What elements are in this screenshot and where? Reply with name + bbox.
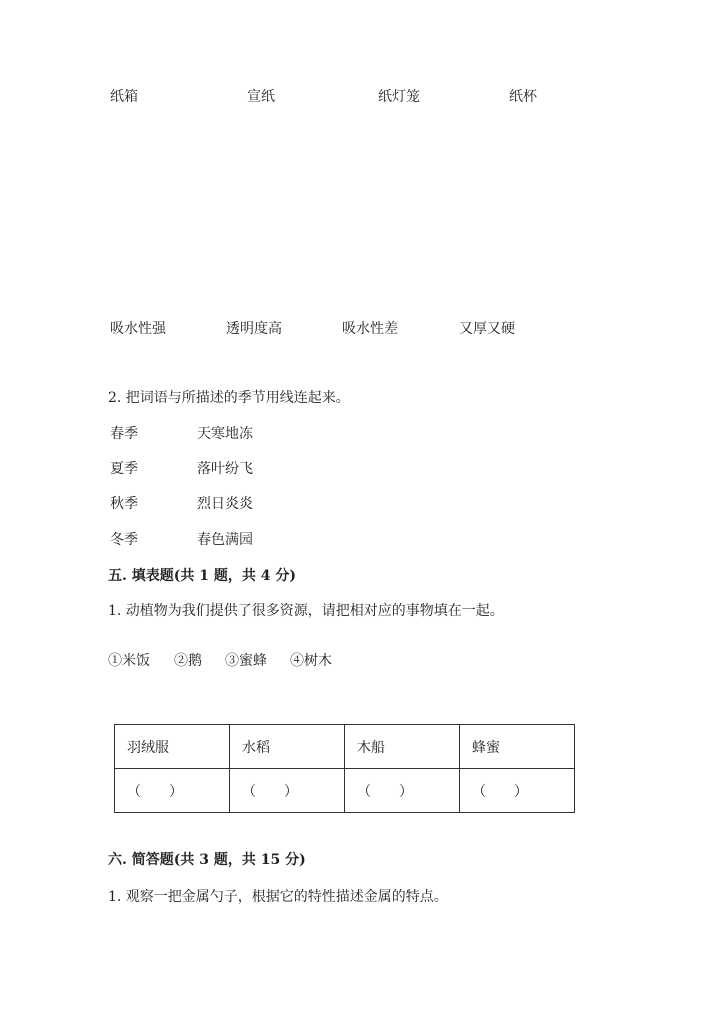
property-thick-hard: 又厚又硬 bbox=[459, 321, 515, 337]
desc-frozen: 天寒地冻 bbox=[197, 426, 253, 442]
section5-title: 五. 填表题(共 1 题，共 4 分) bbox=[108, 568, 296, 584]
season-spring: 春季 bbox=[110, 426, 138, 442]
desc-falling-leaves: 落叶纷飞 bbox=[197, 461, 253, 477]
item-paper-box: 纸箱 bbox=[110, 89, 138, 105]
answer-blank[interactable]: （ ） bbox=[345, 769, 460, 813]
item-rice-paper: 宣纸 bbox=[247, 89, 275, 105]
option-bee: ③蜜蜂 bbox=[225, 653, 267, 669]
section6-question: 1. 观察一把金属勺子，根据它的特性描述金属的特点。 bbox=[108, 889, 448, 905]
fill-table bbox=[114, 724, 575, 813]
table-header-cell: 水稻 bbox=[230, 725, 345, 769]
season-summer: 夏季 bbox=[110, 461, 138, 477]
property-strong-absorb: 吸水性强 bbox=[110, 321, 166, 337]
desc-spring-garden: 春色满园 bbox=[197, 532, 253, 548]
season-autumn: 秋季 bbox=[110, 496, 138, 512]
item-paper-lantern: 纸灯笼 bbox=[378, 89, 420, 105]
desc-scorching-sun: 烈日炎炎 bbox=[197, 496, 253, 512]
table-header-cell: 蜂蜜 bbox=[460, 725, 575, 769]
option-goose: ②鹅 bbox=[174, 653, 202, 669]
property-high-transparency: 透明度高 bbox=[226, 321, 282, 337]
table-header-row bbox=[115, 725, 575, 769]
option-tree: ④树木 bbox=[290, 653, 332, 669]
option-rice: ①米饭 bbox=[108, 653, 150, 669]
answer-blank[interactable]: （ ） bbox=[460, 769, 575, 813]
table-header-cell: 木船 bbox=[345, 725, 460, 769]
property-poor-absorb: 吸水性差 bbox=[342, 321, 398, 337]
item-paper-cup: 纸杯 bbox=[509, 89, 537, 105]
q2-prompt: 2. 把词语与所描述的季节用线连起来。 bbox=[108, 390, 350, 406]
answer-blank[interactable]: （ ） bbox=[115, 769, 230, 813]
section6-title: 六. 简答题(共 3 题，共 15 分) bbox=[108, 852, 306, 868]
answer-blank[interactable]: （ ） bbox=[230, 769, 345, 813]
section5-question: 1. 动植物为我们提供了很多资源，请把相对应的事物填在一起。 bbox=[108, 603, 504, 619]
table-answer-row bbox=[115, 769, 575, 813]
season-winter: 冬季 bbox=[110, 532, 138, 548]
table-header-cell: 羽绒服 bbox=[115, 725, 230, 769]
